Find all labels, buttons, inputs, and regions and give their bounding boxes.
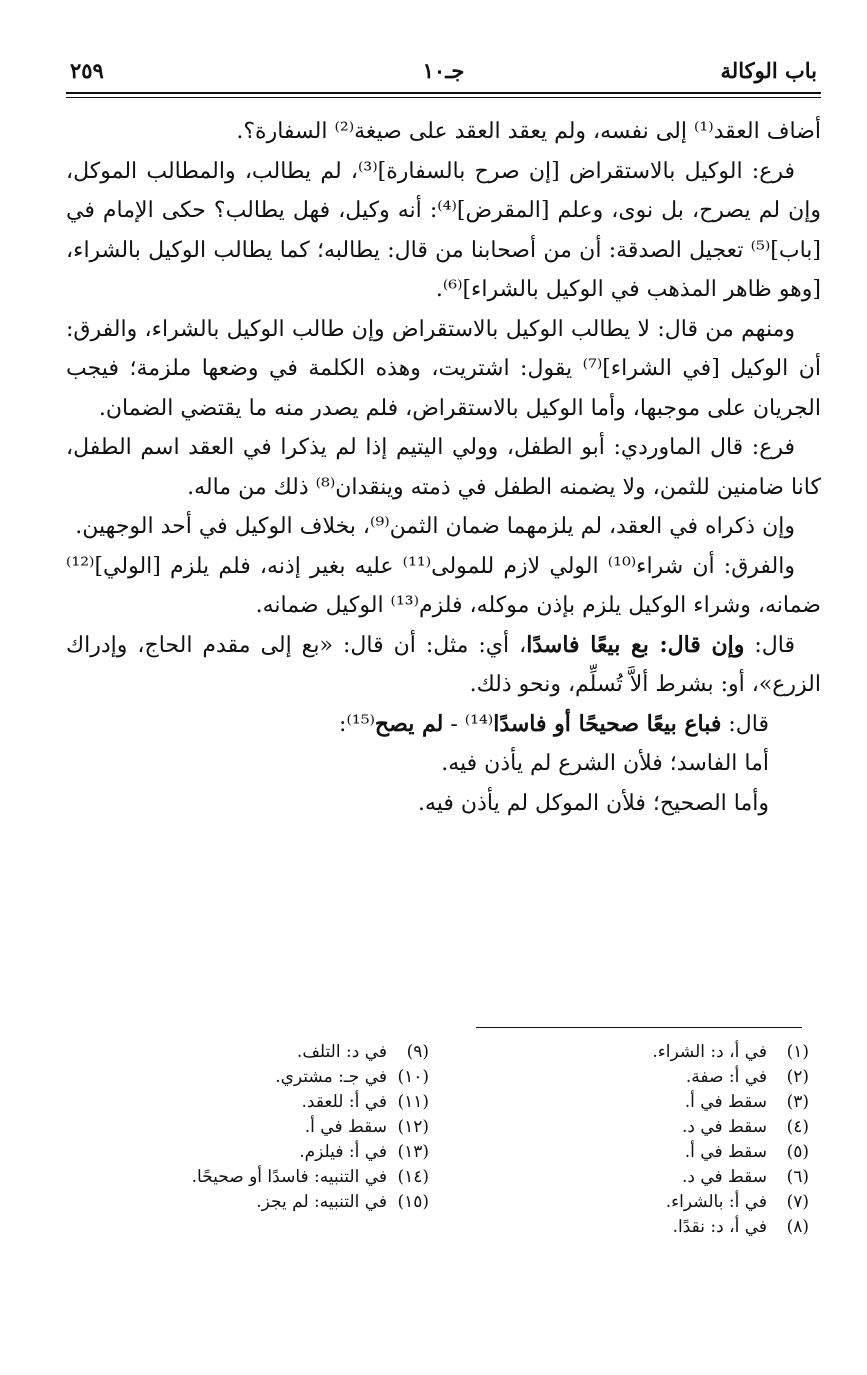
- footnote-text: في أ: بالشراء.: [665, 1192, 767, 1212]
- bold-matn: وإن قال: بع بيعًا فاسدًا: [526, 631, 745, 658]
- footnote-separator: [476, 1027, 802, 1028]
- paragraph: وأما الصحيح؛ فلأن الموكل لم يأذن فيه.: [417, 790, 769, 816]
- footnote-text: في جـ: مشتري.: [275, 1067, 387, 1087]
- footnote: [99, 1040, 429, 1065]
- footnote: [509, 1040, 809, 1065]
- footnote-text: في أ: للعقد.: [301, 1092, 387, 1112]
- footnote: [509, 1190, 809, 1215]
- footnote: [99, 1090, 429, 1115]
- paragraph: [66, 705, 821, 745]
- footnote-text: في أ: فيلزم.: [299, 1142, 387, 1162]
- paragraph: أما الفاسد؛ فلأن الشرع لم يأذن فيه.: [441, 751, 769, 776]
- footnote-number: (٣): [786, 1092, 809, 1112]
- footnote: [509, 1140, 809, 1165]
- paragraph: [66, 626, 821, 705]
- footnote: [509, 1065, 809, 1090]
- footnote-text: في أ، د: الشراء.: [652, 1042, 767, 1062]
- footnote: [509, 1165, 809, 1190]
- header-rule: [66, 92, 821, 94]
- footnote-text: سقط في د.: [681, 1117, 767, 1137]
- paragraph: فرع: الوكيل بالاستقراض [إن صرح بالسفارة]⁽³⁾، لم يطالب، والمطالب الموكل، وإن لم يصرح، بل نوى، وعلم [المقرض]⁽⁴⁾: أنه وكيل، فهل يطالب؟ حكى الإمام في [باب]⁽⁵⁾ تعجيل الصدقة: أن من أصحابنا من قال: يطالبه؛ كما يطالب الوكيل بالشراء، [وهو ظاهر المذهب في الوكيل بالشراء]⁽⁶⁾.: [66, 158, 821, 302]
- footnote-number: (٩): [406, 1042, 429, 1062]
- footnote-number: (١٠): [397, 1067, 429, 1087]
- text-run: ، أي: مثل: أن قال: «بع إلى مقدم الحاج، وإدراك الزرع»، أو: بشرط ألاَّ تُسلِّم، ونحو ذلك.: [66, 632, 821, 697]
- footnote-number: (١٥): [397, 1192, 429, 1212]
- paragraph: فرع: قال الماوردي: أبو الطفل، وولي اليتيم إذا لم يذكرا في العقد اسم الطفل، كانا ضامنين للثمن، ولا يضمنه الطفل في ذمته وينقدان⁽⁸⁾ ذلك من ماله.: [66, 435, 821, 500]
- chapter-title: باب الوكالة: [720, 58, 817, 83]
- volume-label: جـ١٠: [422, 58, 465, 83]
- footnote-number: (١): [786, 1042, 809, 1062]
- footnote-number: (٨): [786, 1217, 809, 1237]
- text-run: ⁽¹⁴⁾ -: [443, 711, 494, 737]
- running-header: [70, 58, 817, 88]
- paragraph: وإن ذكراه في العقد، لم يلزمهما ضمان الثمن⁽⁹⁾، بخلاف الوكيل في أحد الوجهين.: [75, 514, 795, 539]
- footnote-text: في أ، د: نقدًا.: [672, 1217, 767, 1237]
- footnote-number: (١١): [397, 1092, 429, 1112]
- text-run: قال:: [721, 711, 769, 737]
- footnote: [509, 1215, 809, 1240]
- footnote-number: (١٤): [397, 1167, 429, 1187]
- footnote: [99, 1065, 429, 1090]
- footnote-number: (٤): [786, 1117, 809, 1137]
- footnote-number: (٧): [786, 1192, 809, 1212]
- text-run: ⁽¹⁵⁾:: [339, 711, 375, 737]
- footnote-text: في التنبيه: فاسدًا أو صحيحًا.: [191, 1167, 387, 1187]
- footnote-number: (٢): [786, 1067, 809, 1087]
- paragraph: ومنهم من قال: لا يطالب الوكيل بالاستقراض وإن طالب الوكيل بالشراء، والفرق: أن الوكيل [في الشراء]⁽⁷⁾ يقول: اشتريت، وهذه الكلمة في وضعها ملزمة؛ فيجب الجريان على موجبها، وأما الوكيل بالاستقراض، فلم يصدر منه ما يقتضي الضمان.: [66, 316, 821, 421]
- bold-matn: فباع بيعًا صحيحًا أو فاسدًا: [493, 710, 722, 737]
- footnote-text: سقط في د.: [681, 1167, 767, 1187]
- footnote-text: سقط في أ.: [304, 1117, 387, 1137]
- footnote: [99, 1115, 429, 1140]
- footnote-number: (٦): [786, 1167, 809, 1187]
- footnote-number: (١٢): [397, 1117, 429, 1137]
- footnote-text: في أ: صفة.: [685, 1067, 767, 1087]
- footnote: [99, 1140, 429, 1165]
- footnote: [509, 1115, 809, 1140]
- text-run: قال:: [744, 632, 796, 658]
- footnote: [509, 1090, 809, 1115]
- footnote-text: في التنبيه: لم يجز.: [256, 1192, 387, 1212]
- footnote-number: (١٣): [397, 1142, 429, 1162]
- bold-matn: لم يصح: [374, 710, 444, 737]
- page-number: ٢٥٩: [70, 58, 104, 83]
- footnote: [99, 1190, 429, 1215]
- footnote-number: (٥): [786, 1142, 809, 1162]
- main-text: [66, 112, 821, 823]
- footnote: [99, 1165, 429, 1190]
- footnotes-column-right: [509, 1040, 809, 1240]
- footnote-text: سقط في أ.: [684, 1142, 767, 1162]
- paragraph: والفرق: أن شراء⁽¹⁰⁾ الولي لازم للمولى⁽¹¹⁾ عليه بغير إذنه، فلم يلزم [الولي]⁽¹²⁾ ضمانه، وشراء الوكيل يلزم بإذن موكله، فلزم⁽¹³⁾ الوكيل ضمانه.: [66, 553, 821, 618]
- paragraph: أضاف العقد⁽¹⁾ إلى نفسه، ولم يعقد العقد على صيغة⁽²⁾ السفارة؟.: [236, 119, 821, 144]
- footnote-text: سقط في أ.: [684, 1092, 767, 1112]
- footnote-text: في د: التلف.: [296, 1042, 387, 1062]
- footnotes-column-left: [99, 1040, 429, 1215]
- header-rule-thin: [66, 97, 821, 98]
